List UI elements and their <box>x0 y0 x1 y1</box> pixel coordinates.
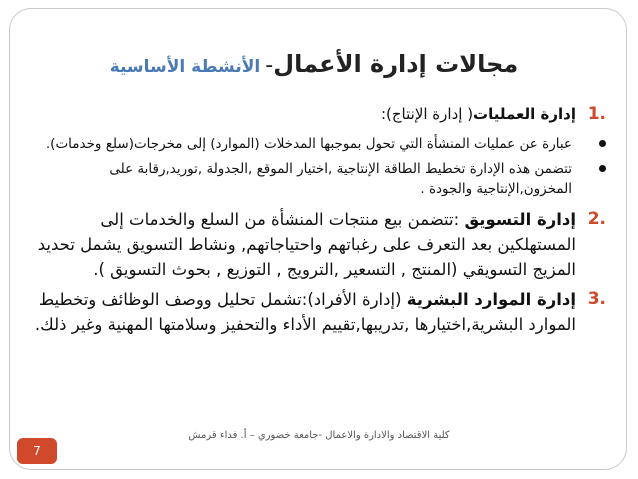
section-heading: إدارة الموارد البشرية <box>406 290 576 309</box>
section-human-resources <box>26 287 606 337</box>
bullet-text: تتضمن هذه الإدارة تخطيط الطاقة الإنتاجية ,اختيار الموقع ,الجدولة ,توريد,رقابة على المخزون,الإنتاجية والجودة . <box>109 161 572 197</box>
bullet-item <box>26 134 606 154</box>
slide-content <box>26 102 606 337</box>
slide-title <box>60 50 568 78</box>
slide-footer: كلية الاقتصاد والادارة والاعمال -جامعة خضوري – أ. فداء قرمش <box>188 430 450 441</box>
section-body: (إدارة الأفراد):تشمل تحليل ووصف الوظائف وتخطيط الموارد البشرية,اختيارها ,تدريبها,تقييم الأداء والتحفيز وسلامتها المهنية وغير ذلك. <box>34 290 576 334</box>
title-separator: - <box>265 53 274 78</box>
section-marketing <box>26 207 606 282</box>
page-number-badge: 7 <box>17 438 57 464</box>
section-heading-rest: ( إدارة الإنتاج): <box>380 105 474 123</box>
section-number: 3. <box>587 289 606 309</box>
section-number: 1. <box>587 104 606 124</box>
section-number: 2. <box>587 209 606 229</box>
bullet-text: عبارة عن عمليات المنشأة التي تحول بموجبها المدخلات (الموارد) إلى مخرجات(سلع وخدمات). <box>45 136 572 152</box>
section-heading: إدارة التسويق <box>464 210 576 229</box>
section-operations <box>26 102 606 126</box>
bullet-dot-icon <box>599 140 606 147</box>
bullet-item <box>26 159 606 199</box>
title-subtitle: الأنشطة الأساسية <box>109 57 261 77</box>
bullet-dot-icon <box>599 165 606 172</box>
section-body: :تتضمن بيع منتجات المنشأة من السلع والخدمات إلى المستهلكين بعد التعرف على رغباتهم واحتياجاتهم, ونشاط التسويق يشمل تحديد المزيج التسويقي (المنتج , التسعير ,الترويج , التوزيع , بحوث التسويق ). <box>37 210 576 279</box>
section-heading: إدارة العمليات <box>473 105 576 123</box>
title-main: مجالات إدارة الأعمال <box>273 50 519 78</box>
